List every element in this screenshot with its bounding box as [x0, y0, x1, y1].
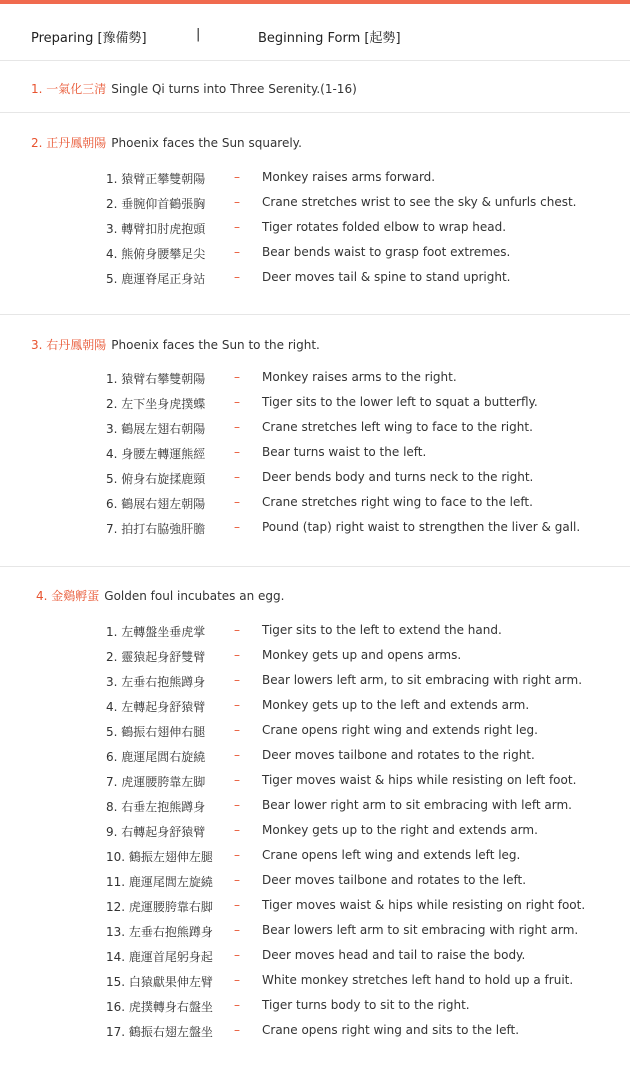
item-chinese: 5. 鹿運脊尾正身站	[106, 272, 206, 286]
list-item	[0, 773, 630, 798]
list-item	[0, 648, 630, 673]
list-item	[0, 923, 630, 948]
item-chinese: 7. 虎運腰胯靠左脚	[106, 775, 206, 789]
item-english: Bear turns waist to the left.	[262, 445, 427, 459]
section-number: 4. 金鷄孵蛋	[36, 589, 100, 603]
item-chinese: 1. 猿臂右攀雙朝陽	[106, 372, 206, 386]
section-1	[0, 61, 630, 113]
item-chinese: 12. 虎運腰胯靠右脚	[106, 900, 213, 914]
item-chinese: 17. 鶴振右翅左盤坐	[106, 1025, 213, 1039]
header-beginning-form: Beginning Form [起勢]	[258, 31, 401, 46]
list-item	[0, 395, 630, 420]
item-chinese: 10. 鶴振左翅伸左腿	[106, 850, 213, 864]
item-english: Tiger moves waist & hips while resisting on right foot.	[262, 898, 586, 912]
item-chinese: 11. 鹿運尾閭左旋繞	[106, 875, 213, 889]
item-english: Crane stretches right wing to face to the left.	[262, 495, 533, 509]
item-chinese: 1. 左轉盤坐垂虎掌	[106, 625, 206, 639]
item-dash: –	[234, 170, 240, 184]
item-dash: –	[234, 648, 240, 662]
section-number: 1. 一氣化三清	[31, 82, 107, 96]
section-title	[36, 587, 284, 604]
item-dash: –	[234, 1023, 240, 1037]
section-number: 3. 右丹鳳朝陽	[31, 338, 107, 352]
list-item	[0, 470, 630, 495]
list-item	[0, 898, 630, 923]
item-dash: –	[234, 798, 240, 812]
item-dash: –	[234, 495, 240, 509]
list-item	[0, 495, 630, 520]
list-item	[0, 520, 630, 545]
item-english: Deer moves tailbone and rotates to the left.	[262, 873, 527, 887]
item-chinese: 4. 熊俯身腰攀足尖	[106, 247, 206, 261]
item-chinese: 2. 左下坐身虎撲蝶	[106, 397, 206, 411]
section-subtitle: Phoenix faces the Sun to the right.	[111, 338, 320, 352]
item-dash: –	[234, 948, 240, 962]
list-item	[0, 270, 630, 295]
header-preparing: Preparing [豫備勢]	[31, 31, 147, 46]
item-dash: –	[234, 395, 240, 409]
header-separator: |	[196, 27, 201, 42]
item-dash: –	[234, 220, 240, 234]
list-item	[0, 245, 630, 270]
item-dash: –	[234, 445, 240, 459]
item-english: Bear lowers left arm, to sit embracing with right arm.	[262, 673, 583, 687]
item-english: Deer moves head and tail to raise the body.	[262, 948, 526, 962]
page-header	[0, 4, 630, 61]
item-dash: –	[234, 723, 240, 737]
item-dash: –	[234, 698, 240, 712]
item-chinese: 7. 拍打右脇強肝膽	[106, 522, 206, 536]
item-dash: –	[234, 873, 240, 887]
item-english: Bear bends waist to grasp foot extremes.	[262, 245, 511, 259]
list-item	[0, 748, 630, 773]
item-english: Deer moves tailbone and rotates to the right.	[262, 748, 535, 762]
item-english: Tiger sits to the left to extend the hand.	[262, 623, 502, 637]
item-dash: –	[234, 470, 240, 484]
item-dash: –	[234, 673, 240, 687]
section-subtitle: Golden foul incubates an egg.	[104, 589, 285, 603]
item-dash: –	[234, 623, 240, 637]
item-english: Tiger sits to the lower left to squat a butterfly.	[262, 395, 538, 409]
item-english: Bear lowers left arm to sit embracing with right arm.	[262, 923, 579, 937]
item-english: White monkey stretches left hand to hold up a fruit.	[262, 973, 574, 987]
item-dash: –	[234, 748, 240, 762]
item-chinese: 4. 左轉起身舒猿臂	[106, 700, 206, 714]
item-chinese: 3. 轉臂扣肘虎抱頭	[106, 222, 206, 236]
item-chinese: 6. 鶴展右翅左朝陽	[106, 497, 206, 511]
item-dash: –	[234, 973, 240, 987]
item-english: Crane opens right wing and extends right leg.	[262, 723, 538, 737]
item-english: Crane opens left wing and extends left leg.	[262, 848, 521, 862]
item-dash: –	[234, 520, 240, 534]
item-chinese: 6. 鹿運尾閭右旋繞	[106, 750, 206, 764]
list-item	[0, 370, 630, 395]
item-chinese: 14. 鹿運首尾躬身起	[106, 950, 213, 964]
item-english: Tiger rotates folded elbow to wrap head.	[262, 220, 507, 234]
item-chinese: 5. 鶴振右翅伸右腿	[106, 725, 206, 739]
list-item	[0, 823, 630, 848]
list-item	[0, 723, 630, 748]
list-item	[0, 220, 630, 245]
item-dash: –	[234, 270, 240, 284]
item-dash: –	[234, 923, 240, 937]
list-item	[0, 420, 630, 445]
item-dash: –	[234, 420, 240, 434]
item-dash: –	[234, 898, 240, 912]
list-item	[0, 1023, 630, 1048]
list-item	[0, 445, 630, 470]
item-chinese: 5. 俯身右旋揉鹿頸	[106, 472, 206, 486]
item-english: Crane opens right wing and sits to the left.	[262, 1023, 520, 1037]
list-item	[0, 998, 630, 1023]
section-title	[31, 80, 357, 97]
item-chinese: 2. 靈猿起身舒雙臂	[106, 650, 206, 664]
item-english: Deer bends body and turns neck to the right.	[262, 470, 534, 484]
item-dash: –	[234, 370, 240, 384]
item-english: Monkey raises arms forward.	[262, 170, 436, 184]
item-chinese: 16. 虎撲轉身右盤坐	[106, 1000, 213, 1014]
list-item	[0, 948, 630, 973]
item-dash: –	[234, 848, 240, 862]
list-item	[0, 170, 630, 195]
item-chinese: 15. 白猿獻果伸左臂	[106, 975, 213, 989]
item-english: Monkey gets up to the right and extends arm.	[262, 823, 538, 837]
item-chinese: 3. 左垂右抱熊蹲身	[106, 675, 206, 689]
list-item	[0, 195, 630, 220]
item-chinese: 13. 左垂右抱熊蹲身	[106, 925, 213, 939]
list-item	[0, 873, 630, 898]
section-4	[0, 567, 630, 1066]
list-item	[0, 848, 630, 873]
item-english: Pound (tap) right waist to strengthen the liver & gall.	[262, 520, 581, 534]
item-english: Deer moves tail & spine to stand upright.	[262, 270, 511, 284]
item-dash: –	[234, 773, 240, 787]
list-item	[0, 673, 630, 698]
item-english: Bear lower right arm to sit embracing with left arm.	[262, 798, 572, 812]
item-dash: –	[234, 195, 240, 209]
section-title	[31, 336, 320, 353]
item-english: Monkey raises arms to the right.	[262, 370, 457, 384]
section-number: 2. 正丹鳳朝陽	[31, 136, 107, 150]
item-chinese: 4. 身腰左轉運熊經	[106, 447, 206, 461]
item-english: Monkey gets up to the left and extends arm.	[262, 698, 530, 712]
section-3	[0, 315, 630, 567]
item-chinese: 8. 右垂左抱熊蹲身	[106, 800, 206, 814]
item-english: Tiger moves waist & hips while resisting on left foot.	[262, 773, 577, 787]
list-item	[0, 973, 630, 998]
section-2	[0, 113, 630, 315]
item-chinese: 2. 垂腕仰首鶴張胸	[106, 197, 206, 211]
item-chinese: 9. 右轉起身舒猿臂	[106, 825, 206, 839]
item-english: Monkey gets up and opens arms.	[262, 648, 462, 662]
item-chinese: 3. 鶴展左翅右朝陽	[106, 422, 206, 436]
list-item	[0, 698, 630, 723]
item-english: Crane stretches left wing to face to the right.	[262, 420, 533, 434]
item-dash: –	[234, 998, 240, 1012]
item-chinese: 1. 猿臂正攀雙朝陽	[106, 172, 206, 186]
list-item	[0, 623, 630, 648]
section-subtitle: Single Qi turns into Three Serenity.(1-16)	[111, 82, 357, 96]
section-subtitle: Phoenix faces the Sun squarely.	[111, 136, 302, 150]
item-dash: –	[234, 823, 240, 837]
item-english: Tiger turns body to sit to the right.	[262, 998, 470, 1012]
section-title	[31, 134, 302, 151]
list-item	[0, 798, 630, 823]
item-dash: –	[234, 245, 240, 259]
item-english: Crane stretches wrist to see the sky & unfurls chest.	[262, 195, 577, 209]
